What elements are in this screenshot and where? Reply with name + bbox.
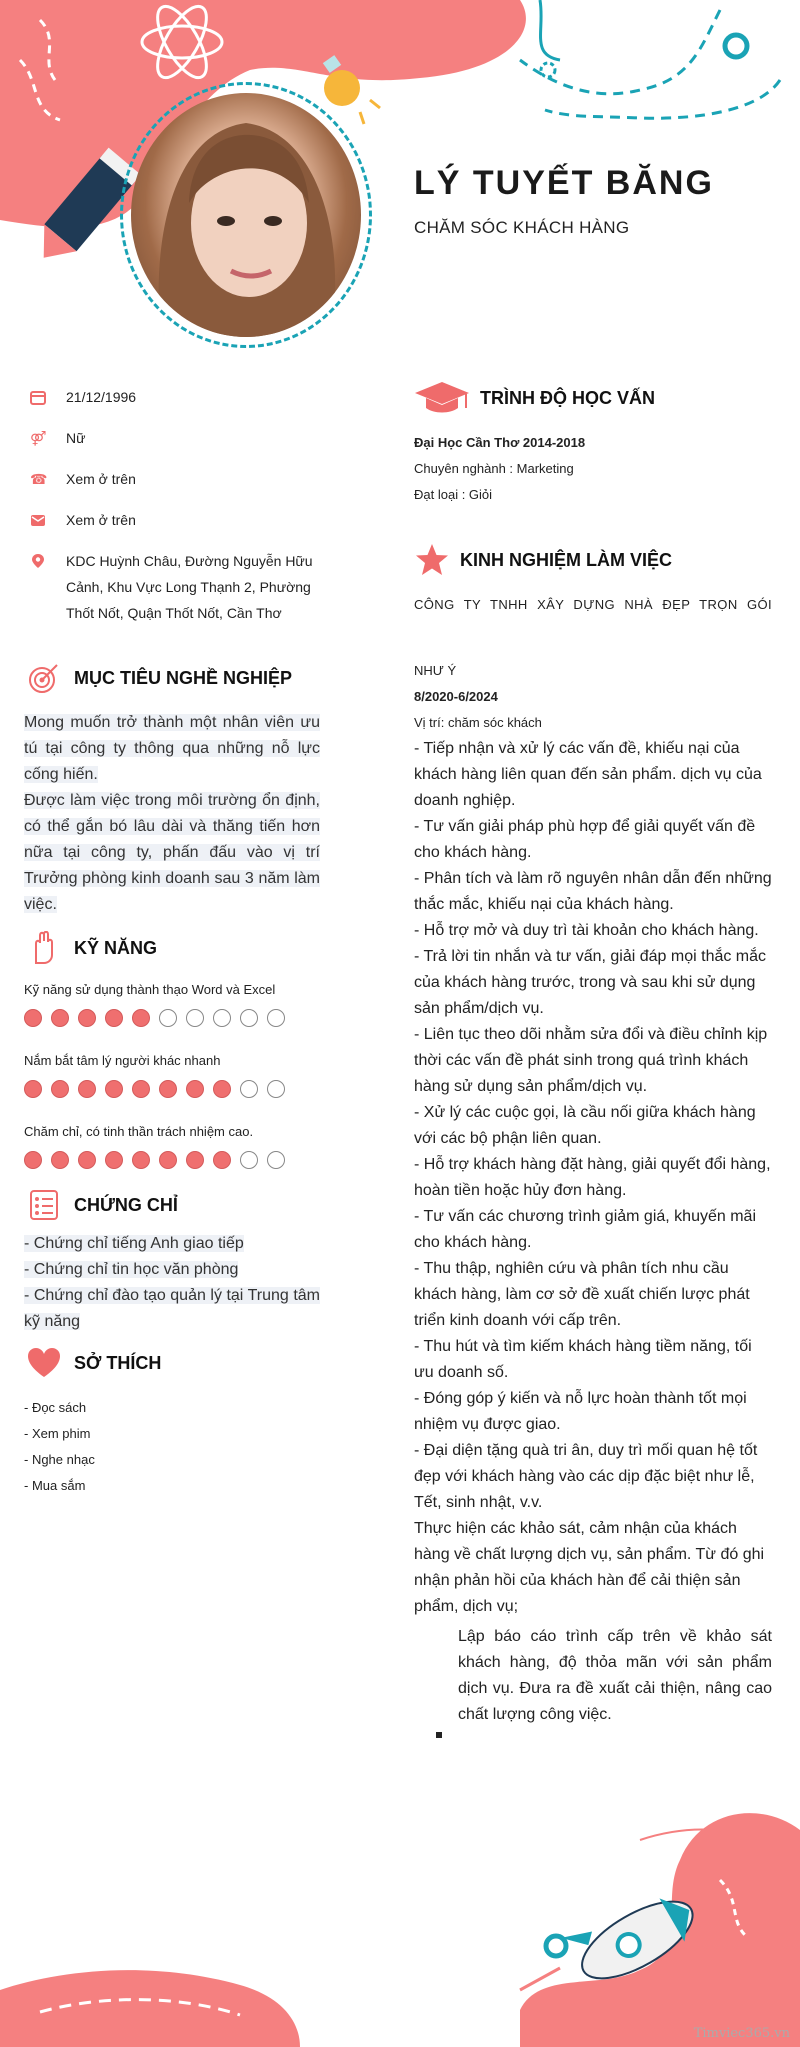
profile-photo-frame	[120, 82, 372, 348]
work-role: Vị trí: chăm sóc khách	[414, 715, 542, 730]
info-phone	[24, 466, 320, 492]
work-period: 8/2020-6/2024	[414, 689, 498, 704]
certificates-title: CHỨNG CHỈ	[74, 1194, 178, 1215]
education-grade: Đạt loại : Giỏi	[414, 487, 493, 502]
hobby-item: - Nghe nhạc	[24, 1452, 95, 1467]
skill-dot-filled	[24, 1080, 42, 1098]
duty-item: - Tư vấn các chương trình giảm giá, khuyến mãi cho khách hàng.	[414, 1208, 756, 1251]
watermark: Timviec365.vn	[693, 2026, 790, 2041]
skill-dot-empty	[267, 1080, 285, 1098]
objective-title: MỤC TIÊU NGHỀ NGHIỆP	[74, 667, 293, 688]
skill-dot-filled	[186, 1151, 204, 1169]
skill-label: Chăm chỉ, có tinh thần trách nhiệm cao.	[24, 1124, 254, 1139]
email-text: Xem ở trên	[66, 512, 136, 528]
info-email	[24, 507, 320, 533]
skill-dot-filled	[105, 1009, 123, 1027]
skill-dot-empty	[267, 1009, 285, 1027]
skill-rating	[24, 1009, 320, 1027]
star-icon	[414, 542, 450, 578]
education-header	[414, 380, 772, 416]
calendar-icon	[30, 389, 46, 405]
certificate-item: - Chứng chỉ đào tạo quản lý tại Trung tâm kỹ năng	[24, 1287, 320, 1330]
graduation-cap-icon	[414, 380, 470, 416]
skill-dot-filled	[105, 1151, 123, 1169]
certificate-item: - Chứng chỉ tiếng Anh giao tiếp	[24, 1235, 244, 1252]
duty-item: - Xử lý các cuộc gọi, là cầu nối giữa khách hàng với các bộ phận liên quan.	[414, 1104, 756, 1147]
experience-title: KINH NGHIỆM LÀM VIỆC	[460, 549, 673, 570]
objective-header	[24, 660, 320, 696]
heart-icon	[24, 1345, 64, 1381]
skill-dot-filled	[51, 1009, 69, 1027]
profile-photo	[131, 93, 361, 337]
duty-item: Thực hiện các khảo sát, cảm nhận của khách hàng về chất lượng dịch vụ, sản phẩm. Từ đó ghi nhận phản hồi của khách hàn để cải thiện sản phẩm, dịch vụ;	[414, 1520, 765, 1615]
target-icon	[24, 660, 64, 696]
report-bullet-text: Lập báo cáo trình cấp trên về khảo sát khách hàng, độ thỏa mãn với sản phẩm dịch vụ. Đưa ra đề xuất cải thiện, nâng cao chất lượng công việc.	[458, 1628, 772, 1723]
duty-item: - Đóng góp ý kiến và nỗ lực hoàn thành tốt mọi nhiệm vụ được giao.	[414, 1390, 747, 1433]
duties-list	[414, 736, 772, 1620]
phone-text: Xem ở trên	[66, 471, 136, 487]
right-column	[414, 380, 772, 1738]
duty-item: - Phân tích và làm rõ nguyên nhân dẫn đến những thắc mắc, khiếu nại của khách hàng.	[414, 870, 772, 913]
hobby-item: - Mua sắm	[24, 1478, 86, 1493]
certificate-item: - Chứng chỉ tin học văn phòng	[24, 1261, 239, 1278]
skills-title: KỸ NĂNG	[74, 937, 158, 958]
info-gender	[24, 425, 320, 451]
certificates-header	[24, 1187, 320, 1223]
skills-list	[24, 982, 320, 1169]
duty-item: - Thu thập, nghiên cứu và phân tích nhu cầu khách hàng, làm cơ sở đề xuất chiến lược phát triển kinh doanh với cấp trên.	[414, 1260, 750, 1329]
duty-item: - Thu hút và tìm kiếm khách hàng tiềm năng, tối ưu doanh số.	[414, 1338, 752, 1381]
duty-item: - Tiếp nhận và xử lý các vấn đề, khiếu nại của khách hàng liên quan đến sản phẩm. dịch vụ của doanh nghiệp.	[414, 740, 762, 809]
hobbies-list	[24, 1395, 320, 1499]
left-column	[24, 384, 320, 1499]
skill-dot-filled	[78, 1080, 96, 1098]
skill-dot-empty	[159, 1009, 177, 1027]
skill-dot-filled	[213, 1080, 231, 1098]
personal-info	[24, 384, 320, 626]
certificate-list-icon	[24, 1187, 64, 1223]
skill-dot-empty	[267, 1151, 285, 1169]
skill-rating	[24, 1080, 320, 1098]
gender-text: Nữ	[66, 430, 86, 446]
phone-icon: ☎	[30, 471, 48, 487]
skill-dot-empty	[213, 1009, 231, 1027]
skill-rating	[24, 1151, 320, 1169]
skill-dot-filled	[78, 1009, 96, 1027]
portrait-illustration	[131, 93, 361, 337]
skill-dot-filled	[159, 1151, 177, 1169]
skill-dot-filled	[105, 1080, 123, 1098]
company-name-line2: NHƯ Ý	[414, 663, 457, 678]
education-title: TRÌNH ĐỘ HỌC VẤN	[480, 387, 655, 408]
hobbies-header	[24, 1345, 320, 1381]
hand-icon	[24, 930, 64, 966]
job-title: CHĂM SÓC KHÁCH HÀNG	[414, 218, 630, 237]
hobby-item: - Xem phim	[24, 1426, 91, 1441]
skill-dot-filled	[51, 1080, 69, 1098]
skill-dot-filled	[186, 1080, 204, 1098]
skill-dot-filled	[159, 1080, 177, 1098]
education-block	[414, 430, 772, 508]
bullet-square-icon	[436, 1732, 442, 1738]
skills-header	[24, 930, 320, 966]
duty-item: - Đại diện tặng quà tri ân, duy trì mối quan hệ tốt đẹp với khách hàng vào các dịp đặc biệt như lễ, Tết, sinh nhật, v.v.	[414, 1442, 758, 1511]
duty-item: - Hỗ trợ mở và duy trì tài khoản cho khách hàng.	[414, 922, 759, 939]
hobby-item: - Đọc sách	[24, 1400, 87, 1415]
skill-dot-filled	[24, 1151, 42, 1169]
skill-dot-empty	[186, 1009, 204, 1027]
education-school: Đại Học Cần Thơ 2014-2018	[414, 435, 586, 450]
experience-block	[414, 592, 772, 1738]
duty-item: - Liên tục theo dõi nhằm sửa đổi và điều chỉnh kịp thời các vấn đề phát sinh trong quá trình khách hàng sử dụng sản phẩm/dịch vụ.	[414, 1026, 768, 1095]
skill-dot-empty	[240, 1009, 258, 1027]
info-birthdate	[24, 384, 320, 410]
birthdate-text: 21/12/1996	[66, 389, 137, 405]
skill-dot-filled	[78, 1151, 96, 1169]
skill-label: Kỹ năng sử dụng thành thạo Word và Excel	[24, 982, 276, 997]
skill-label: Nắm bắt tâm lý người khác nhanh	[24, 1053, 221, 1068]
hobbies-title: SỞ THÍCH	[74, 1352, 162, 1373]
info-address	[24, 548, 320, 626]
skill-dot-filled	[24, 1009, 42, 1027]
skill-dot-empty	[240, 1151, 258, 1169]
skill-dot-filled	[51, 1151, 69, 1169]
objective-paragraph-1: Mong muốn trở thành một nhân viên ưu tú tại công ty thông qua những nỗ lực cống hiến.	[24, 714, 320, 783]
skill-dot-filled	[132, 1080, 150, 1098]
email-icon	[30, 512, 46, 528]
duty-item: - Tư vấn giải pháp phù hợp để giải quyết vấn đề cho khách hàng.	[414, 818, 756, 861]
address-text: KDC Huỳnh Châu, Đường Nguyễn Hữu Cảnh, Khu Vực Long Thạnh 2, Phường Thốt Nốt, Quận Thốt Nốt, Cần Thơ	[66, 553, 313, 621]
experience-header	[414, 542, 772, 578]
objective-text	[24, 710, 320, 918]
report-bullet	[432, 1624, 772, 1738]
certificates-list	[24, 1231, 320, 1335]
skill-dot-filled	[132, 1151, 150, 1169]
skill-dot-empty	[240, 1080, 258, 1098]
skill-dot-filled	[132, 1009, 150, 1027]
duty-item: - Trả lời tin nhắn và tư vấn, giải đáp mọi thắc mắc của khách hàng trước, trong và sau khi sử dụng sản phẩm/dịch vụ.	[414, 948, 767, 1017]
gender-icon: ⚤	[30, 430, 47, 446]
objective-paragraph-2: Được làm việc trong môi trường ổn định, có thể gắn bó lâu dài và thăng tiến hơn nữa tại công ty, phấn đấu vào vị trí Trưởng phòng kinh doanh sau 3 năm làm việc.	[24, 792, 320, 913]
candidate-name: LÝ TUYẾT BĂNG	[414, 164, 714, 202]
skill-dot-filled	[213, 1151, 231, 1169]
location-icon	[30, 553, 46, 569]
company-name-line1: CÔNG TY TNHH XÂY DỰNG NHÀ ĐẸP TRỌN GÓI	[414, 597, 772, 612]
duty-item: - Hỗ trợ khách hàng đặt hàng, giải quyết đổi hàng, hoàn tiền hoặc hủy đơn hàng.	[414, 1156, 771, 1199]
education-major: Chuyên nghành : Marketing	[414, 461, 574, 476]
